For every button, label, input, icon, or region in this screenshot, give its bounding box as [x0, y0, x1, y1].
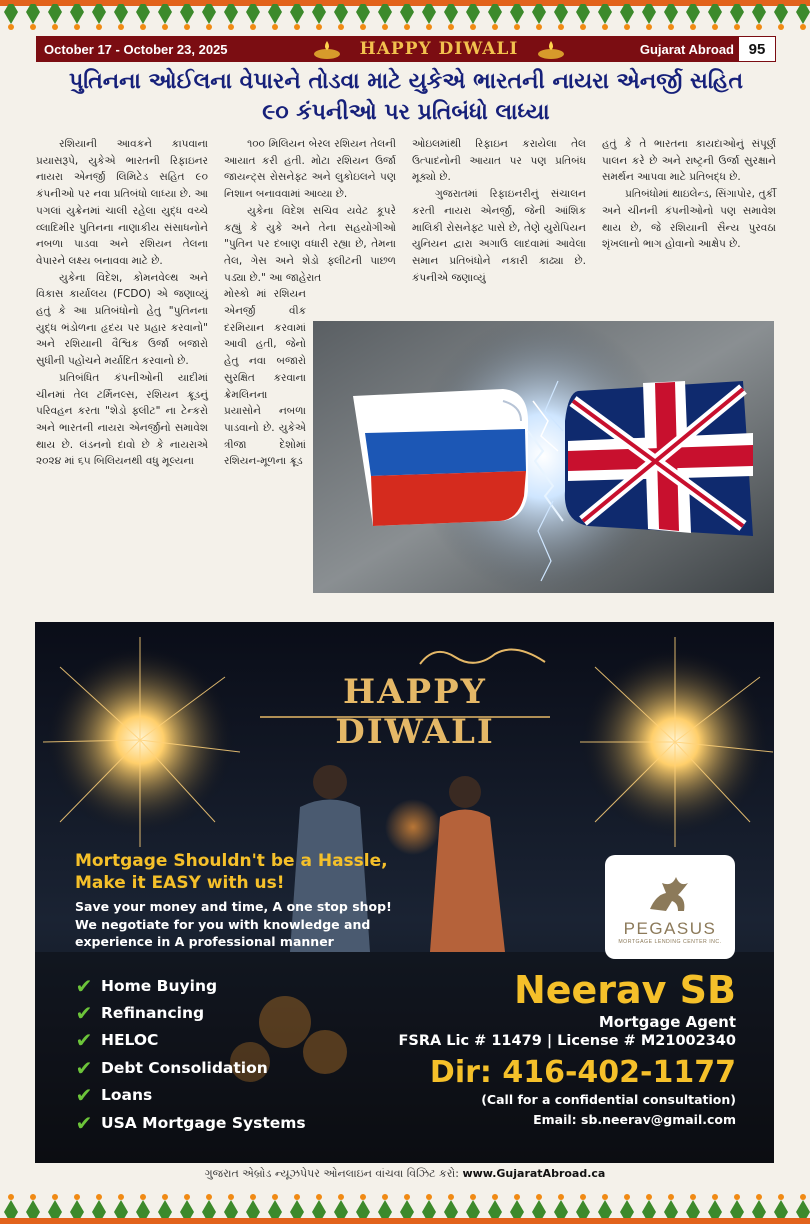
agent-name: Neerav SB	[513, 968, 736, 1012]
service-label: Home Buying	[101, 976, 218, 995]
checkmark-icon: ✔	[75, 973, 93, 998]
ad-sub-line-1: Save your money and time, A one stop shop!	[75, 899, 392, 914]
article-photo-russia-uk-fists	[313, 321, 774, 593]
ad-festive-title	[265, 672, 565, 752]
agent-license: FSRA Lic # 11479 | License # M21002340	[398, 1033, 736, 1049]
paragraph: ગુજરાતમાં રિફાઇનરીનું સંચાલન કરતી નાયરા એનર્જી, જેની આંશિક માલિકી રોસનેફ્ટ પાસે છે, તેણે યુરોપિયન યુનિયન દ્વારા અગાઉ લાદવામાં આવેલા સમાન પ્રતિબંધોને નકારી કાઢ્યા છે. કંપનીએ જણાવ્યું	[412, 188, 586, 284]
list-item	[73, 1027, 373, 1054]
paragraph-wrapped: મોસ્કો માં રશિયન એનર્જી વીક દરમિયાન કરવામાં આવી હતી, જેનો હેતુ નવા બજારો સુરક્ષિત કરવાના ક્રેમલિનના પ્રયાસોને નબળા પાડવાનો છે. યુકેએ ત્રીજા દેશોમાં રશિયન-મૂળના ક્રૂડ	[224, 288, 306, 468]
publication-name: Gujarat Abroad	[639, 41, 734, 57]
article-column-1	[36, 136, 208, 470]
logo-brand-name: PEGASUS	[623, 919, 717, 938]
diya-lamp-icon	[536, 39, 566, 59]
footer-website-link[interactable]: www.GujaratAbroad.ca	[462, 1167, 606, 1180]
ad-title-word-1: HAPPY	[343, 672, 487, 712]
list-item	[73, 1082, 373, 1109]
paragraph: પ્રતિબંધોમાં થાઇલેન્ડ, સિંગાપોર, તુર્કી અને ચીનની કંપનીઓનો પણ સમાવેશ થાય છે, જે રશિયાની સૈન્ય પુરવઠા શૃંખલાનો ભાગ હોવાનો આક્ષેપ છે.	[602, 188, 776, 251]
service-label: HELOC	[101, 1031, 159, 1050]
paragraph: ૧૦૦ મિલિયન બેરલ રશિયન તેલની આયાત કરી હતી. મોટા રશિયન ઉર્જા જાયન્ટ્સ રોસનેફ્ટ અને લુકોઇલને પણ નિશાન બનાવવામાં આવ્યા છે.	[224, 138, 396, 201]
service-label: USA Mortgage Systems	[101, 1113, 306, 1132]
services-list	[73, 972, 373, 1136]
russia-flag-fist	[353, 389, 528, 526]
service-label: Refinancing	[101, 1004, 205, 1023]
uk-flag-fist	[565, 381, 753, 536]
list-item	[73, 972, 373, 999]
ad-sub-line-3: experience in A professional manner	[75, 934, 334, 949]
article-column-3	[412, 136, 586, 286]
ad-title-word-2: DIWALI	[335, 712, 495, 752]
issue-date-range: October 17 - October 23, 2025	[44, 41, 228, 57]
header-festive-title: HAPPY DIWALI	[359, 39, 519, 59]
headline-line-1: પુતિનના ઓઈલના વેપારને તોડવા માટે યુકેએ ભારતની નાયરા એનર્જી સહિત	[68, 69, 744, 94]
list-item	[73, 999, 373, 1026]
ad-headline-line-2: Make it EASY with us!	[75, 873, 285, 893]
paragraph: ઓઇલમાંથી રિફાઇન કરાયેલા તેલ ઉત્પાદનોની આયાત પર પણ પ્રતિબંધ મૂક્યો છે.	[412, 138, 586, 184]
pegasus-horse-icon	[642, 869, 698, 917]
paragraph: રશિયાની આવકને કાપવાના પ્રયાસરૂપે, યુકેએ ભારતની રિફાઇનર નાયરા એનર્જી લિમિટેડ સહિત ૯૦ કંપનીઓ પર નવા પ્રતિબંધો લાધ્યા છે. આ પગલાં યુક્રેનમાં ચાલી રહેલા યુદ્ધ વચ્ચે વ્લાદિમીર પુતિનના નાણાકીય સંસાધનોને નબળા પાડવા અને રશિયન તેલના વેપારને લક્ષ્ય બનાવવા માટે છે.	[36, 138, 208, 267]
agent-note: (Call for a confidential consultation)	[481, 1092, 736, 1107]
bottom-garland-decoration	[0, 1194, 810, 1224]
paragraph: યુકેના વિદેશ સચિવ યવેટ કૂપરે કહ્યું કે યુકે અને તેના સહયોગીઓ "પુતિન પર દબાણ વધારી રહ્યા છે, તેમના તેલ, ગેસ અને શેડો ફ્લીટની પાછળ પડ્યા છે." આ જાહેરાત	[224, 204, 396, 284]
fists-illustration	[313, 321, 774, 593]
mortgage-advertisement	[35, 622, 774, 1163]
logo-tagline: MORTGAGE LENDING CENTER INC.	[618, 939, 722, 945]
headline-line-2: ૯૦ કંપનીઓ પર પ્રતિબંધો લાધ્યા	[262, 100, 550, 125]
page-header	[36, 36, 776, 62]
ad-sub-line-2: We negotiate for you with knowledge and	[75, 916, 371, 932]
checkmark-icon: ✔	[75, 1055, 93, 1080]
footer-text: ગુજરાત એબ્રોડ ન્યૂઝપેપર ઓનલાઇન વાંચવા વિઝિટ કરો:	[204, 1167, 463, 1180]
pegasus-logo	[605, 855, 735, 959]
ad-subheadline	[75, 898, 455, 951]
header-festive-banner	[264, 39, 614, 59]
page-number: 95	[738, 36, 776, 62]
diya-lamp-icon	[312, 39, 342, 59]
list-item	[73, 1054, 373, 1081]
page-footer	[0, 1167, 810, 1181]
checkmark-icon: ✔	[75, 1110, 93, 1135]
ad-headline-line-1: Mortgage Shouldn't be a Hassle,	[75, 851, 388, 871]
top-garland-decoration	[0, 0, 810, 30]
article-headline	[36, 66, 776, 128]
service-label: Loans	[101, 1086, 153, 1105]
article-column-4	[602, 136, 776, 253]
paragraph: પ્રતિબંધિત કંપનીઓની યાદીમાં ચીનમાં તેલ ટર્મિનલ્સ, રશિયન ક્રૂડનું પરિવહન કરતા "શેડો ફ્લીટ" ના ટેન્કરો અને ભારતની નાયરા એનર્જીનો સમાવેશ થાય છે. લંડનનો દાવો છે કે નાયરાએ ૨૦૨૪ માં ૬૫ બિલિયનથી વધુ મૂલ્યના	[36, 371, 208, 468]
service-label: Debt Consolidation	[101, 1058, 268, 1077]
checkmark-icon: ✔	[75, 1028, 93, 1053]
list-item	[73, 1109, 373, 1136]
paragraph: યુકેના વિદેશ, કોમનવેલ્થ અને વિકાસ કાર્યાલય (FCDO) એ જણાવ્યું હતું કે આ પ્રતિબંધોનો હેતુ "પુતિનના યુદ્ધ ભંડોળના હૃદય પર પ્રહાર કરવાનો" અને રશિયાની વૈશ્વિક ઉર્જા બજારો સુધીની પહોંચને મર્યાદિત કરવાનો છે.	[36, 271, 208, 368]
checkmark-icon: ✔	[75, 1001, 93, 1026]
paragraph: હતું કે તે ભારતના કાયદાઓનું સંપૂર્ણ પાલન કરે છે અને રાષ્ટ્રની ઉર્જા સુરક્ષાને સમર્થન આપવા માટે પ્રતિબદ્ધ છે.	[602, 138, 776, 184]
agent-role: Mortgage Agent	[598, 1013, 736, 1031]
checkmark-icon: ✔	[75, 1083, 93, 1108]
agent-phone: Dir: 416-402-1177	[429, 1055, 736, 1090]
agent-email: Email: sb.neerav@gmail.com	[533, 1112, 736, 1127]
ad-headline	[75, 850, 435, 894]
